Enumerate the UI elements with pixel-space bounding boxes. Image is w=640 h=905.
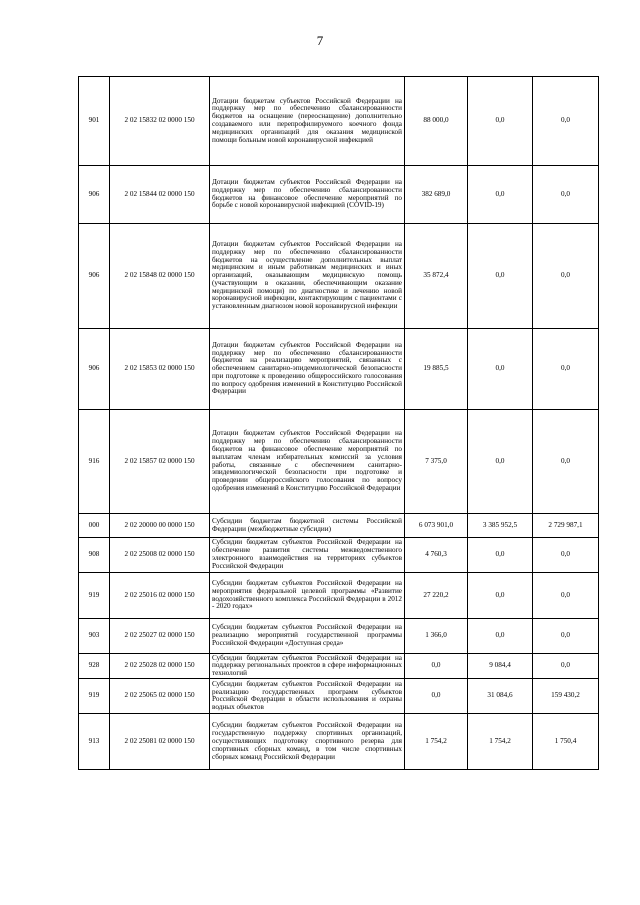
amount-year3-cell: 2 729 987,1 xyxy=(533,514,599,538)
budget-code-cell: 2 02 15844 02 0000 150 xyxy=(110,166,210,224)
amount-year1-cell: 0,0 xyxy=(405,679,468,714)
amount-year3-cell: 0,0 xyxy=(533,166,599,224)
budget-code-cell: 2 02 25016 02 0000 150 xyxy=(110,573,210,619)
amount-year2-cell: 0,0 xyxy=(468,410,533,514)
amount-year1-cell: 4 760,3 xyxy=(405,538,468,573)
budget-code-cell: 2 02 15853 02 0000 150 xyxy=(110,329,210,410)
budget-code-cell: 2 02 20000 00 0000 150 xyxy=(110,514,210,538)
amount-year2-cell: 0,0 xyxy=(468,573,533,619)
amount-year2-cell: 0,0 xyxy=(468,538,533,573)
description-cell: Субсидии бюджетам субъектов Российской Федерации на обеспечение развития системы межведомственного электронного взаимодействия на территориях субъектов Российской Федерации xyxy=(210,538,405,573)
table-row xyxy=(79,654,599,679)
admin-code-cell: 916 xyxy=(79,410,110,514)
table-row xyxy=(79,538,599,573)
description-cell: Дотации бюджетам субъектов Российской Федерации на поддержку мер по обеспечению сбалансированности бюджетов на осуществление дополнительных выплат медицинским и иным работникам медицинских и иных организаций, оказывающим медицинскую помощь (участвующим в оказании, обеспечивающим оказание медицинской помощи) по диагностике и лечению новой коронавирусной инфекции, контактирующим с пациентами с установленным диагнозом новой коронавирусной инфекции xyxy=(210,224,405,329)
admin-code-cell: 903 xyxy=(79,619,110,654)
description-cell: Субсидии бюджетам субъектов Российской Федерации на поддержку региональных проектов в сфере информационных технологий xyxy=(210,654,405,679)
table-row xyxy=(79,224,599,329)
amount-year2-cell: 31 084,6 xyxy=(468,679,533,714)
amount-year1-cell: 0,0 xyxy=(405,654,468,679)
description-cell: Субсидии бюджетам субъектов Российской Федерации на государственную поддержку спортивных организаций, осуществляющих подготовку спортивного резерва для спортивных сборных команд, в том числе спортивных сборных команд Российской Федерации xyxy=(210,714,405,770)
admin-code-cell: 908 xyxy=(79,538,110,573)
budget-code-cell: 2 02 25065 02 0000 150 xyxy=(110,679,210,714)
table-row xyxy=(79,619,599,654)
amount-year1-cell: 35 872,4 xyxy=(405,224,468,329)
budget-code-cell: 2 02 25081 02 0000 150 xyxy=(110,714,210,770)
description-cell: Субсидии бюджетам бюджетной системы Российской Федерации (межбюджетные субсидии) xyxy=(210,514,405,538)
amount-year3-cell: 0,0 xyxy=(533,329,599,410)
admin-code-cell: 901 xyxy=(79,77,110,166)
admin-code-cell: 928 xyxy=(79,654,110,679)
amount-year2-cell: 0,0 xyxy=(468,77,533,166)
budget-revenue-table xyxy=(78,76,599,770)
amount-year3-cell: 0,0 xyxy=(533,77,599,166)
table-row xyxy=(79,714,599,770)
table-row xyxy=(79,77,599,166)
amount-year1-cell: 27 220,2 xyxy=(405,573,468,619)
amount-year3-cell: 0,0 xyxy=(533,224,599,329)
amount-year2-cell: 1 754,2 xyxy=(468,714,533,770)
amount-year1-cell: 19 885,5 xyxy=(405,329,468,410)
table-row xyxy=(79,514,599,538)
description-cell: Дотации бюджетам субъектов Российской Федерации на поддержку мер по обеспечению сбалансированности бюджетов на реализацию мероприятий, связанных с обеспечением санитарно-эпидемиологической безопасности при подготовке к проведению общероссийского голосования по вопросу одобрения изменений в Конституцию Российской Федерации xyxy=(210,329,405,410)
budget-code-cell: 2 02 25027 02 0000 150 xyxy=(110,619,210,654)
budget-code-cell: 2 02 15832 02 0000 150 xyxy=(110,77,210,166)
amount-year2-cell: 0,0 xyxy=(468,224,533,329)
admin-code-cell: 906 xyxy=(79,329,110,410)
amount-year3-cell: 0,0 xyxy=(533,654,599,679)
amount-year2-cell: 0,0 xyxy=(468,166,533,224)
budget-code-cell: 2 02 25028 02 0000 150 xyxy=(110,654,210,679)
amount-year1-cell: 88 000,0 xyxy=(405,77,468,166)
table-row xyxy=(79,679,599,714)
admin-code-cell: 919 xyxy=(79,573,110,619)
table-row xyxy=(79,410,599,514)
amount-year2-cell: 3 385 952,5 xyxy=(468,514,533,538)
admin-code-cell: 906 xyxy=(79,224,110,329)
description-cell: Дотации бюджетам субъектов Российской Федерации на поддержку мер по обеспечению сбалансированности бюджетов на финансовое обеспечение мероприятий по выплатам членам избирательных комиссий за условия работы, связанные с обеспечением санитарно-эпидемиологической безопасности при подготовке и проведении общероссийского голосования по вопросу одобрения изменений в Конституцию Российской Федерации xyxy=(210,410,405,514)
amount-year1-cell: 6 073 901,0 xyxy=(405,514,468,538)
amount-year2-cell: 0,0 xyxy=(468,619,533,654)
amount-year1-cell: 382 689,0 xyxy=(405,166,468,224)
amount-year3-cell: 0,0 xyxy=(533,410,599,514)
budget-code-cell: 2 02 25008 02 0000 150 xyxy=(110,538,210,573)
amount-year3-cell: 0,0 xyxy=(533,538,599,573)
table-row xyxy=(79,329,599,410)
description-cell: Субсидии бюджетам субъектов Российской Федерации на мероприятия федеральной целевой программы «Развитие водохозяйственного комплекса Российской Федерации в 2012 - 2020 годах» xyxy=(210,573,405,619)
amount-year2-cell: 0,0 xyxy=(468,329,533,410)
amount-year3-cell: 0,0 xyxy=(533,619,599,654)
amount-year2-cell: 9 084,4 xyxy=(468,654,533,679)
amount-year1-cell: 1 366,0 xyxy=(405,619,468,654)
admin-code-cell: 000 xyxy=(79,514,110,538)
budget-code-cell: 2 02 15848 02 0000 150 xyxy=(110,224,210,329)
amount-year3-cell: 0,0 xyxy=(533,573,599,619)
table-row xyxy=(79,166,599,224)
budget-code-cell: 2 02 15857 02 0000 150 xyxy=(110,410,210,514)
table-body xyxy=(79,77,599,770)
admin-code-cell: 913 xyxy=(79,714,110,770)
amount-year1-cell: 1 754,2 xyxy=(405,714,468,770)
table-row xyxy=(79,573,599,619)
amount-year3-cell: 1 750,4 xyxy=(533,714,599,770)
admin-code-cell: 906 xyxy=(79,166,110,224)
amount-year3-cell: 159 430,2 xyxy=(533,679,599,714)
description-cell: Дотации бюджетам субъектов Российской Федерации на поддержку мер по обеспечению сбалансированности бюджетов на финансовое обеспечение мероприятий по борьбе с новой коронавирусной инфекцией (COVID-19) xyxy=(210,166,405,224)
amount-year1-cell: 7 375,0 xyxy=(405,410,468,514)
page-number: 7 xyxy=(316,33,324,48)
admin-code-cell: 919 xyxy=(79,679,110,714)
description-cell: Субсидии бюджетам субъектов Российской Федерации на реализацию государственных программ субъектов Российской Федерации в области использования и охраны водных объектов xyxy=(210,679,405,714)
description-cell: Субсидии бюджетам субъектов Российской Федерации на реализацию мероприятий государственной программы Российской Федерации «Доступная среда» xyxy=(210,619,405,654)
description-cell: Дотации бюджетам субъектов Российской Федерации на поддержку мер по обеспечению сбалансированности бюджетов на оснащение (переоснащение) дополнительно создаваемого или перепрофилируемого коечного фонда медицинских организаций для оказания медицинской помощи больным новой коронавирусной инфекцией xyxy=(210,77,405,166)
